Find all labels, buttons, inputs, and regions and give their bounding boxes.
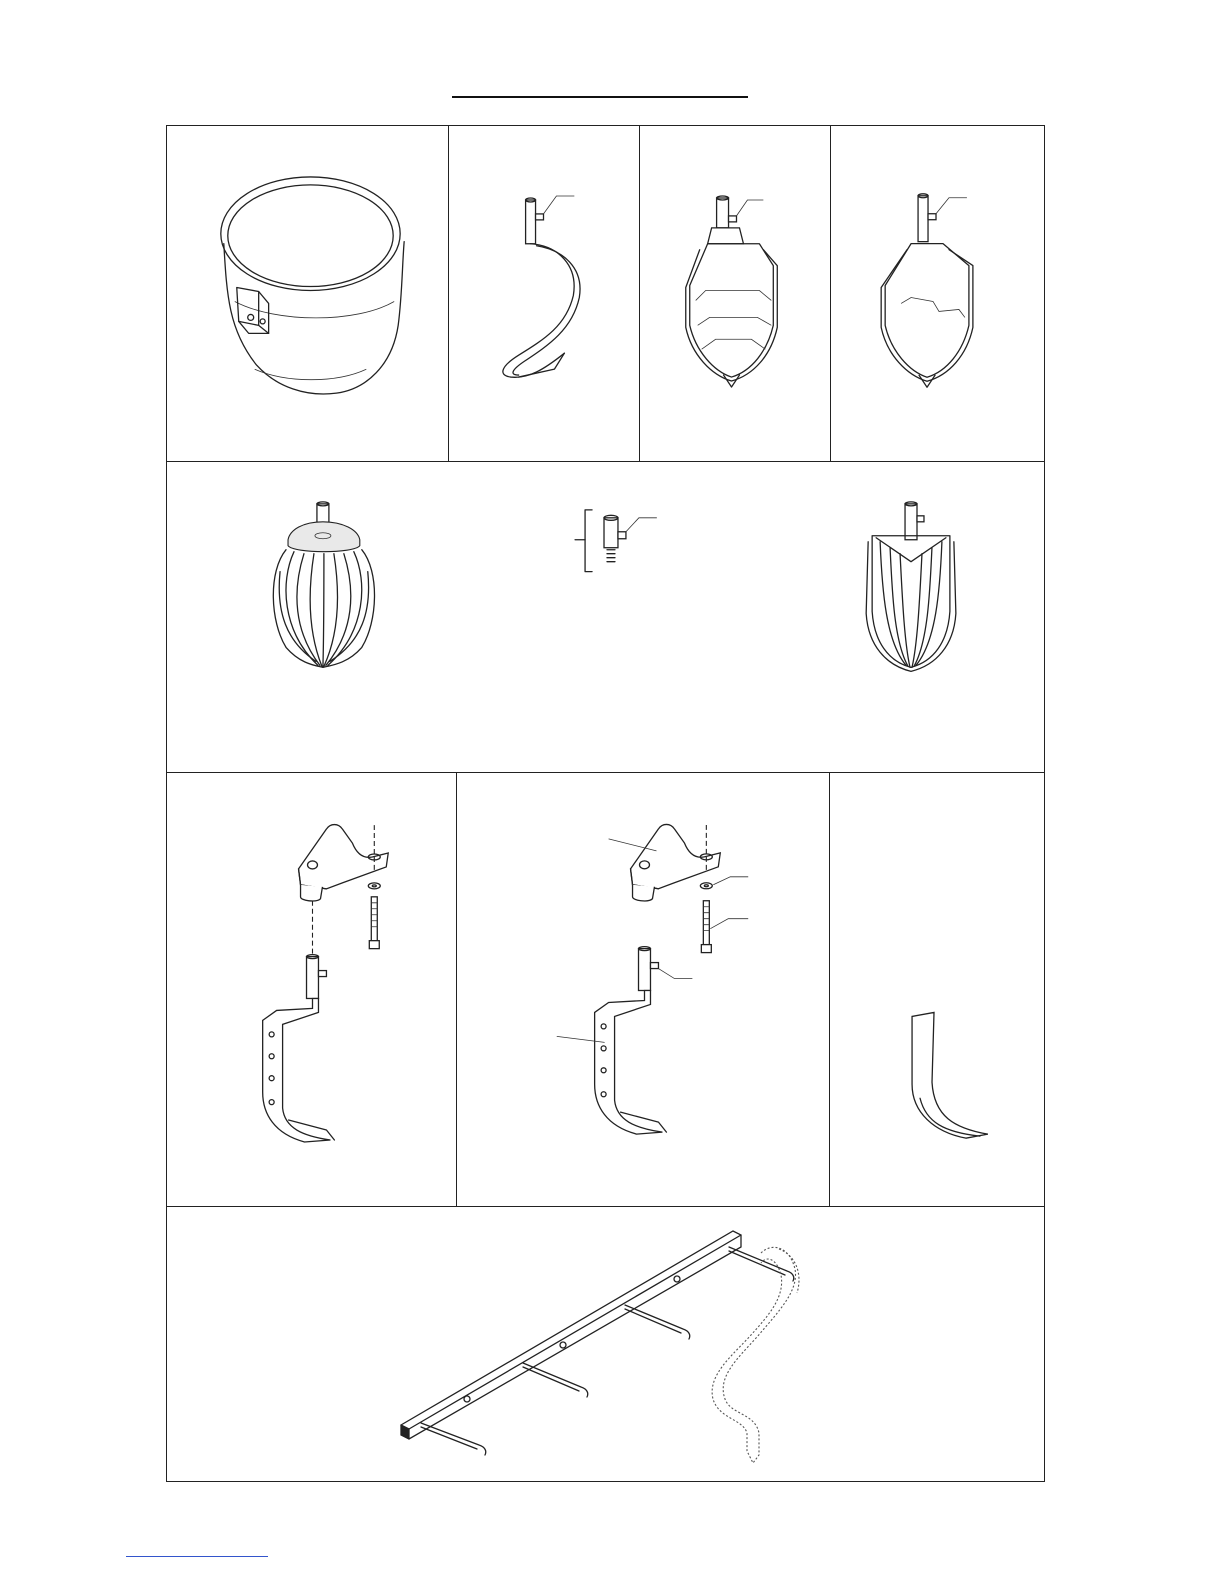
scraper-blade-drawing <box>830 773 1046 1206</box>
cell-dough-hook <box>449 126 640 461</box>
bowl-drawing <box>167 126 448 461</box>
title-underline <box>452 96 748 98</box>
scraper-assembly-drawing <box>167 773 456 1206</box>
wing-whip <box>866 502 956 671</box>
cell-scraper-blade <box>830 773 1046 1206</box>
cell-utensil-rack <box>167 1207 1046 1483</box>
row-2 <box>167 462 1044 773</box>
footer-link-underline[interactable] <box>126 1556 268 1557</box>
utensil-rack-drawing <box>167 1207 1046 1483</box>
pastry-knife-drawing <box>831 126 1046 461</box>
cell-whips <box>167 462 1046 772</box>
cell-bowl <box>167 126 449 461</box>
scraper-exploded-drawing <box>457 773 829 1206</box>
row-1 <box>167 126 1044 462</box>
cell-pastry-knife <box>831 126 1046 461</box>
cell-flat-beater <box>640 126 831 461</box>
row-4 <box>167 1207 1044 1483</box>
whips-drawing <box>167 462 1046 772</box>
cell-scraper-exploded <box>457 773 830 1206</box>
parts-sheet <box>166 125 1045 1482</box>
cell-scraper-assembly <box>167 773 457 1206</box>
dough-hook-drawing <box>449 126 639 461</box>
flat-beater-drawing <box>640 126 830 461</box>
row-3 <box>167 773 1044 1207</box>
wire-whip <box>273 502 374 667</box>
shaft-pin <box>575 510 657 572</box>
